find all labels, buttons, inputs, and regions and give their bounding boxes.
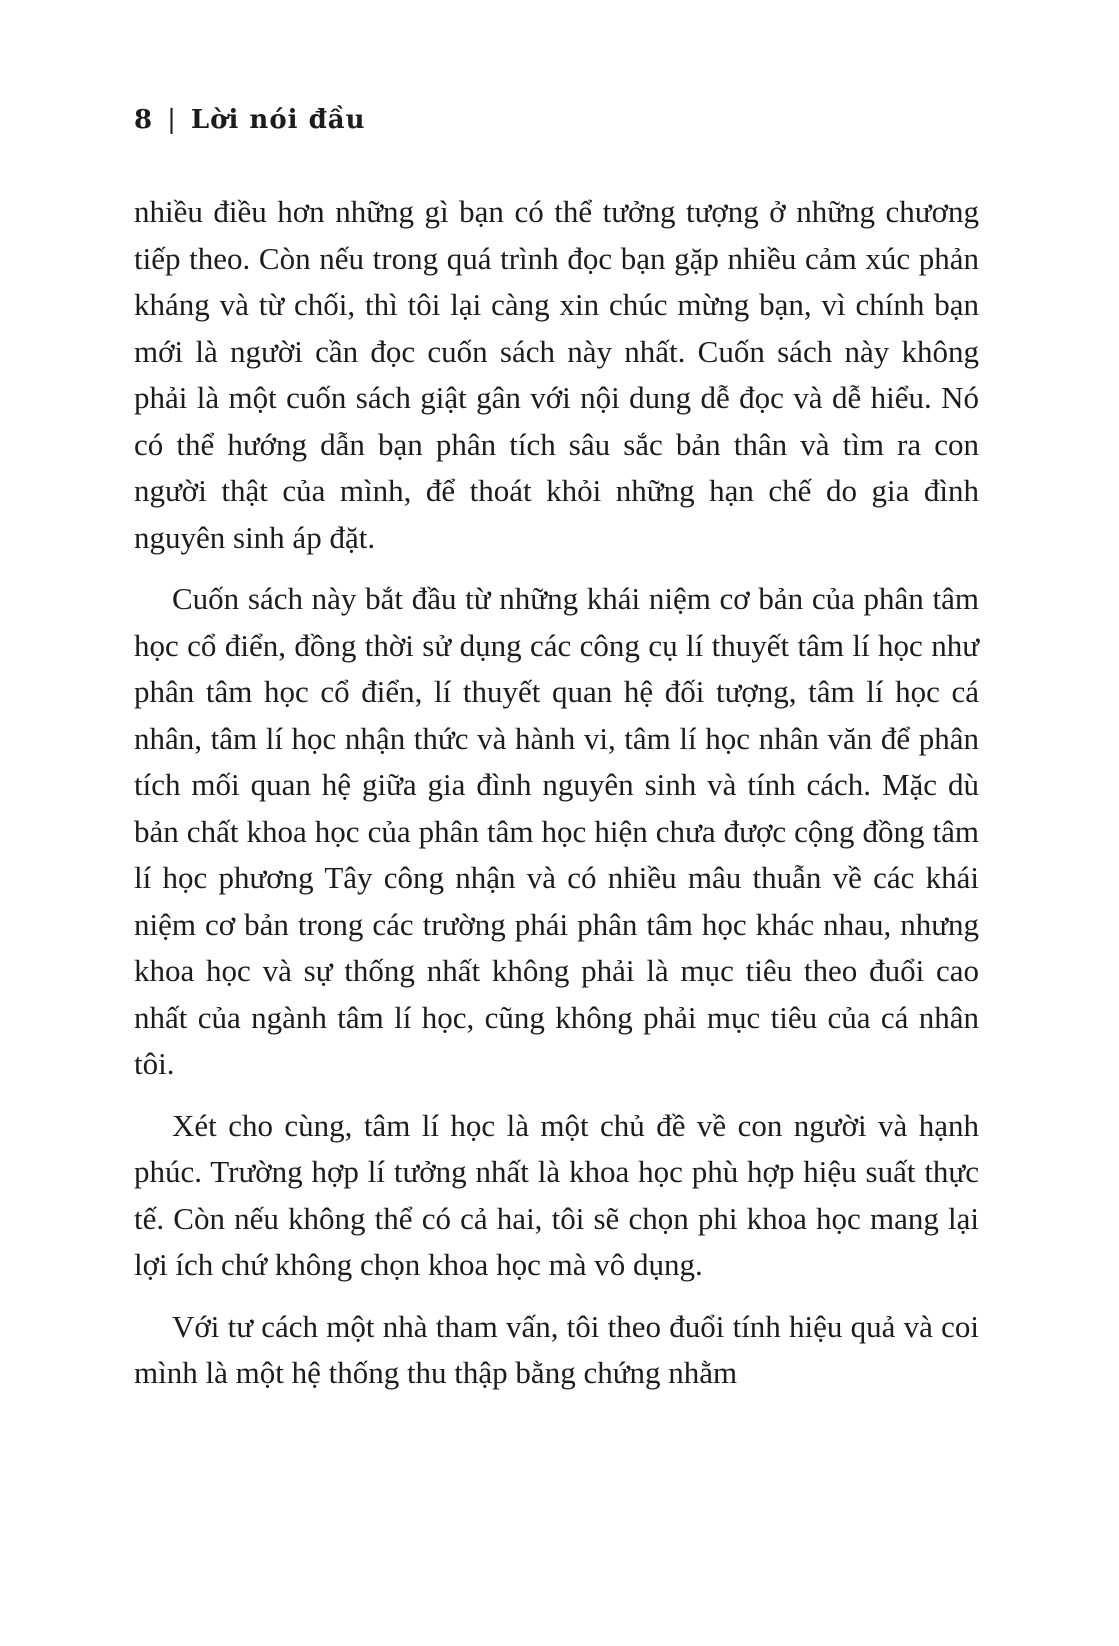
- page-body: [134, 189, 979, 1397]
- chapter-title: Lời nói đầu: [190, 105, 366, 135]
- paragraph: Với tư cách một nhà tham vấn, tôi theo đuổi tính hiệu quả và coi mình là một hệ thống thu thập bằng chứng nhằm: [134, 1308, 979, 1390]
- paragraph: Cuốn sách này bắt đầu từ những khái niệm cơ bản của phân tâm học cổ điển, đồng thời sử dụng các công cụ lí thuyết tâm lí học như phân tâm học cổ điển, lí thuyết quan hệ đối tượng, tâm lí học cá nhân, tâm lí học nhận thức và hành vi, tâm lí học nhân văn để phân tích mối quan hệ giữa gia đình nguyên sinh và tính cách. Mặc dù bản chất khoa học của phân tâm học hiện chưa được cộng đồng tâm lí học phương Tây công nhận và có nhiều mâu thuẫn về các khái niệm cơ bản trong các trường phái phân tâm học khác nhau, nhưng khoa học và sự thống nhất không phải là mục tiêu theo đuổi cao nhất của ngành tâm lí học, cũng không phải mục tiêu của cá nhân tôi.: [134, 581, 979, 1081]
- page-header: [134, 103, 979, 137]
- header-separator: |: [167, 105, 177, 135]
- paragraph: Xét cho cùng, tâm lí học là một chủ đề về con người và hạnh phúc. Trường hợp lí tưởng nhất là khoa học phù hợp hiệu suất thực tế. Còn nếu không thể có cả hai, tôi sẽ chọn phi khoa học mang lại lợi ích chứ không chọn khoa học mà vô dụng.: [134, 1107, 979, 1282]
- paragraph: nhiều điều hơn những gì bạn có thể tưởng tượng ở những chương tiếp theo. Còn nếu trong quá trình đọc bạn gặp nhiều cảm xúc phản kháng và từ chối, thì tôi lại càng xin chúc mừng bạn, vì chính bạn mới là người cần đọc cuốn sách này nhất. Cuốn sách này không phải là một cuốn sách giật gân với nội dung dễ đọc và dễ hiểu. Nó có thể hướng dẫn bạn phân tích sâu sắc bản thân và tìm ra con người thật của mình, để thoát khỏi những hạn chế do gia đình nguyên sinh áp đặt.: [134, 194, 979, 555]
- page-number: 8: [134, 105, 154, 135]
